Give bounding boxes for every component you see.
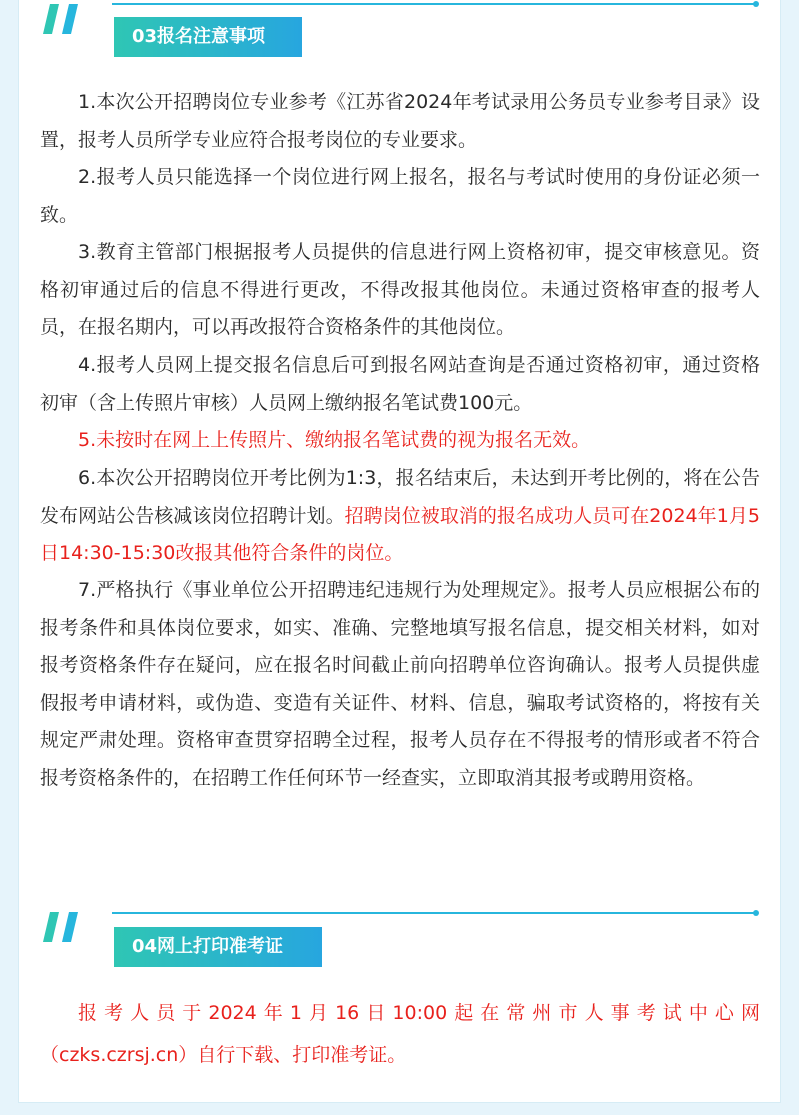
admission-ticket-line-2: （czks.czrsj.cn）自行下载、打印准考证。 [40,1044,407,1066]
notice-item-2: 2.报考人员只能选择一个岗位进行网上报名，报名与考试时使用的身份证必须一致。 [40,166,760,226]
double-quote-mark-icon [42,4,80,34]
section-title-04: 04网上打印准考证 [114,927,322,967]
notice-item-3: 3.教育主管部门根据报考人员提供的信息进行网上资格初审，提交审核意见。资格初审通过后的信息不得进行更改，不得改报其他岗位。未通过资格审查的报考人员，在报名期内，可以再改报符合资格条件的其他岗位。 [40,241,760,338]
admission-ticket-line-1: 报考人员于2024年1月16日10:00起在常州市人事考试中心网 [78,1002,760,1024]
section-divider-line [112,3,756,5]
notice-item-6 [40,460,760,573]
notice-item-6-text: 6.本次公开招聘岗位开考比例为1:3，报名结束后，未达到开考比例的，将在公告发布网站公告核减该岗位招聘计划。 [40,467,760,527]
double-quote-mark-icon [42,912,80,942]
section-title-03: 03报名注意事项 [114,17,302,57]
admission-ticket-notice [40,992,760,1076]
notice-item-7: 7.严格执行《事业单位公开招聘违纪违规行为处理规定》。报考人员应根据公布的报考条件和具体岗位要求，如实、准确、完整地填写报名信息，提交相关材料，如对报考资格条件存在疑问，应在报名时间截止前向招聘单位咨询确认。报考人员提供虚假报考申请材料，或伪造、变造有关证件、材料、信息，骗取考试资格的，将按有关规定严肃处理。资格审查贯穿招聘全过程，报考人员存在不得报考的情形或者不符合报考资格条件的，在招聘工作任何环节一经查实，立即取消其报考或聘用资格。 [40,579,760,789]
notice-item-6-highlight: 招聘岗位被取消的报名成功人员可在2024年1月5日14:30-15:30改报其他符合条件的岗位。 [40,504,760,564]
notice-item-1: 1.本次公开招聘岗位专业参考《江苏省2024年考试录用公务员专业参考目录》设置，报考人员所学专业应符合报考岗位的专业要求。 [40,91,760,151]
notice-item-4: 4.报考人员网上提交报名信息后可到报名网站查询是否通过资格初审，通过资格初审（含上传照片审核）人员网上缴纳报名笔试费100元。 [40,354,760,414]
section-divider-line [112,912,756,914]
notice-item-5: 5.未按时在网上上传照片、缴纳报名笔试费的视为报名无效。 [78,429,591,451]
